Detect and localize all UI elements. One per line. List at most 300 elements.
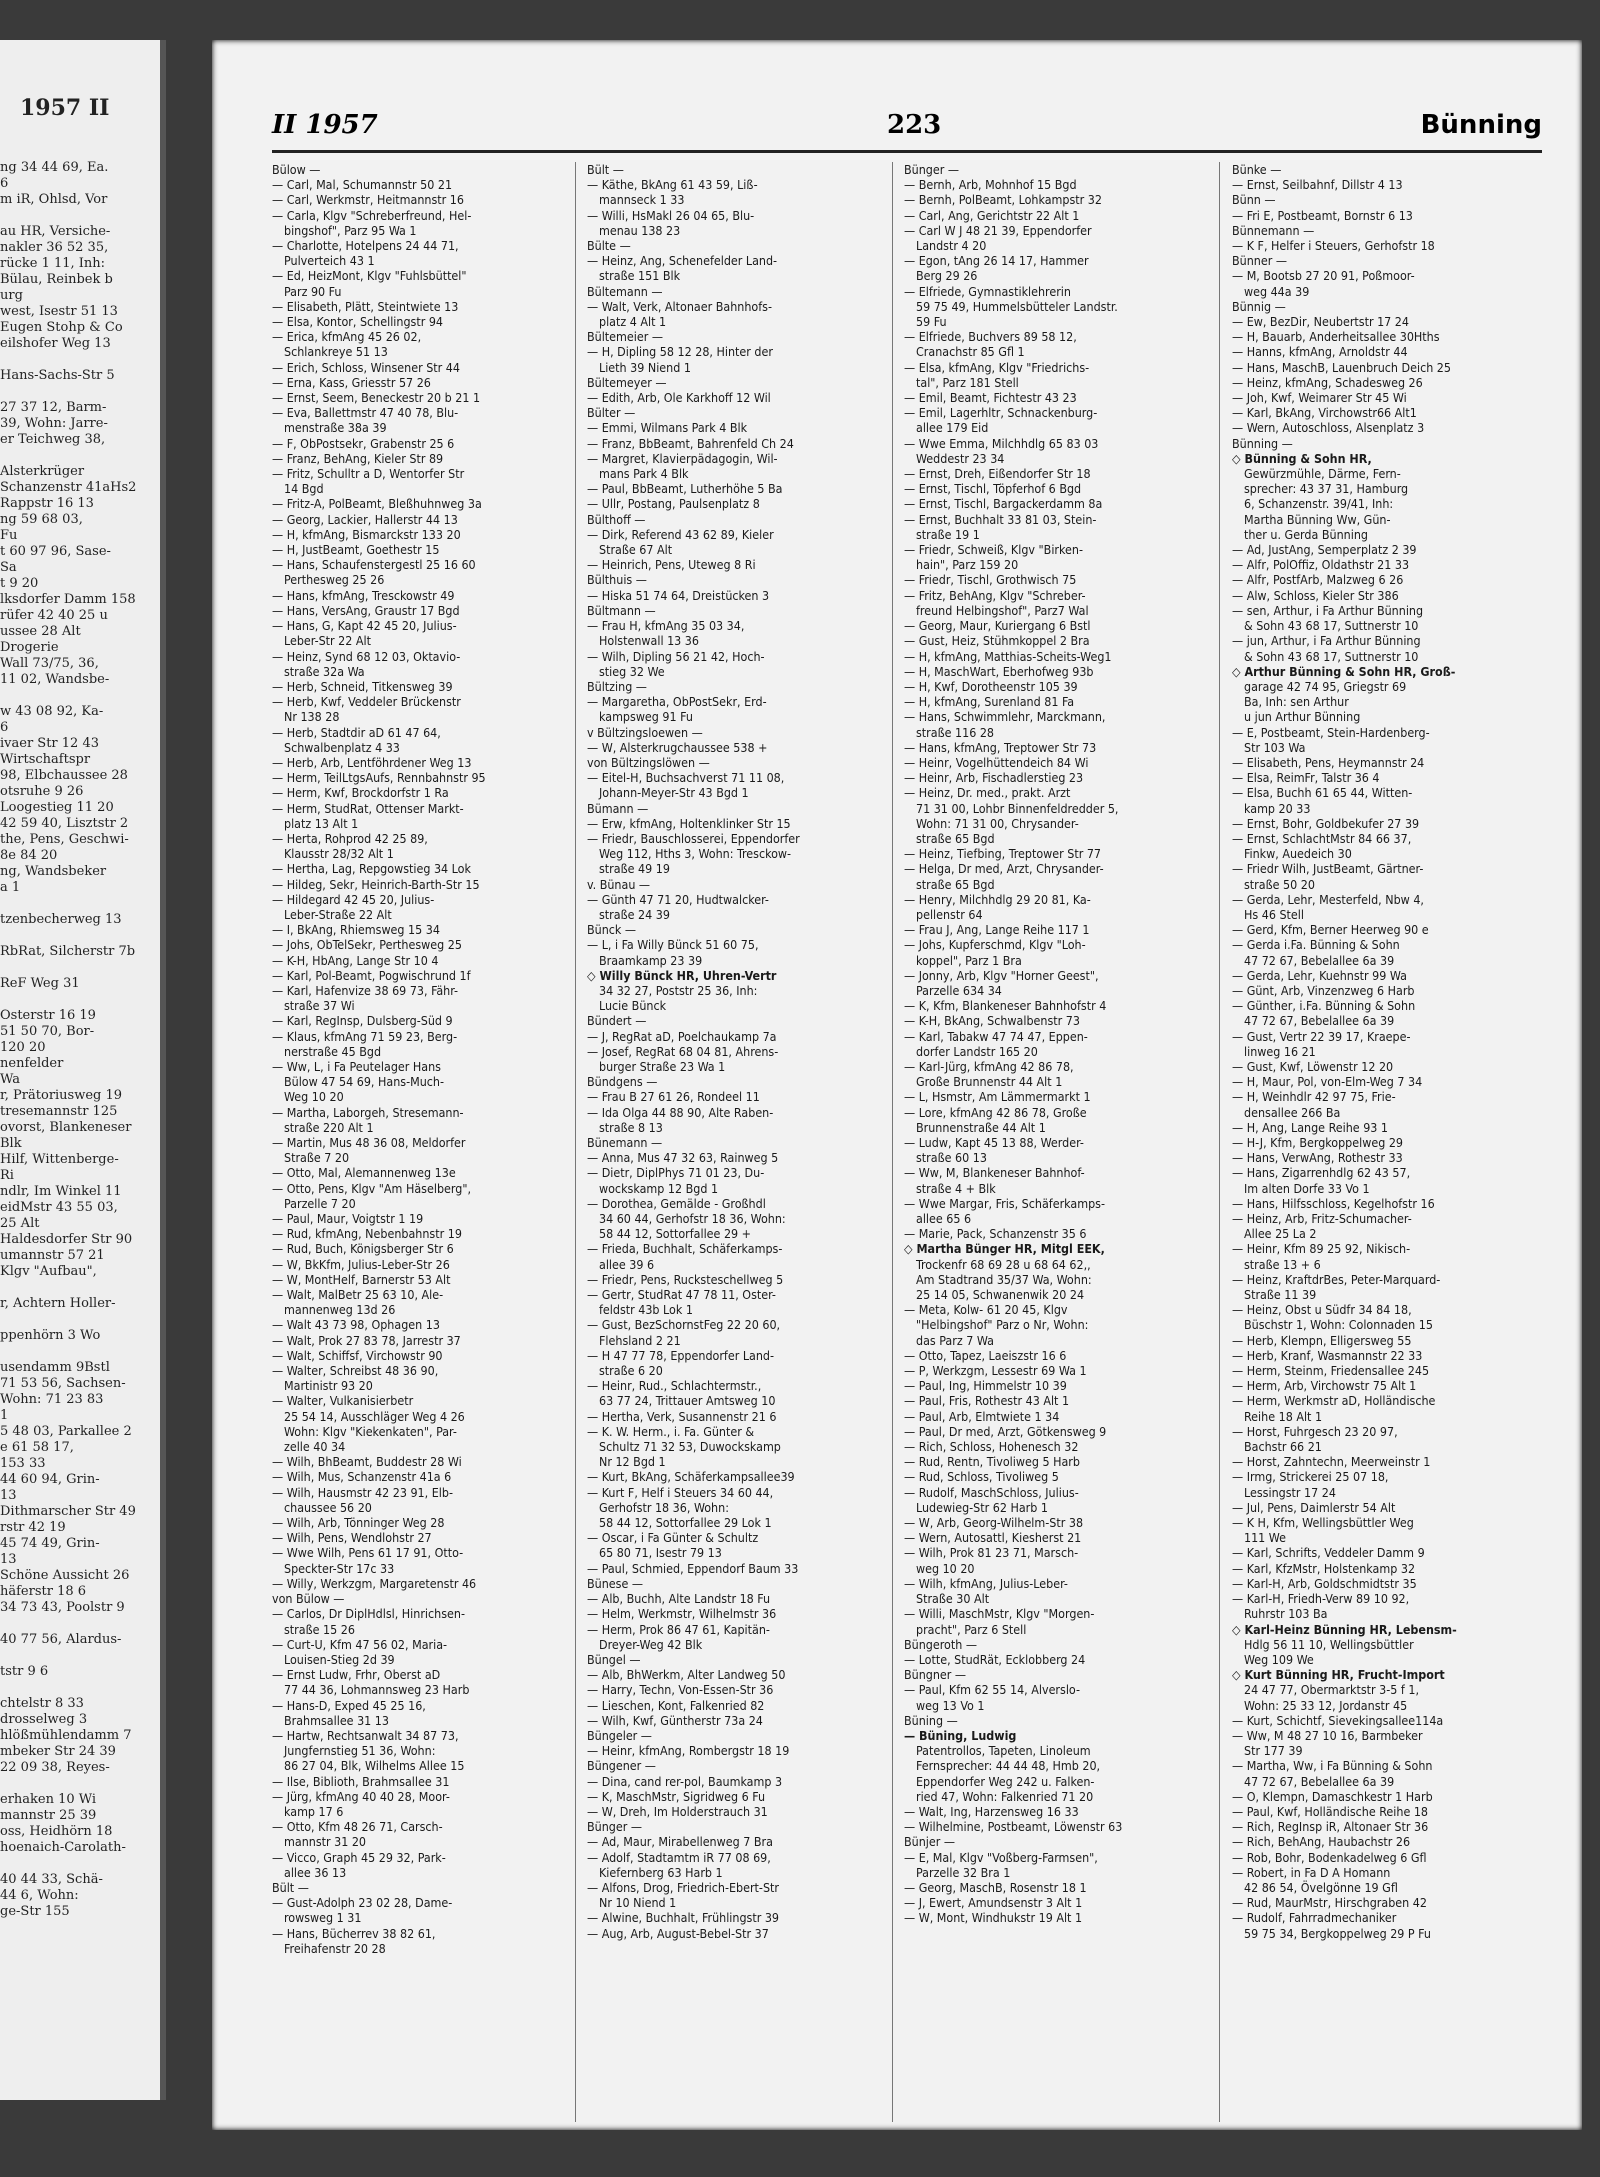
directory-entry: — Gust, Vertr 22 39 17, Kraepe- [1232,1028,1411,1044]
directory-entry: — Gerd, Kfm, Berner Heerweg 90 e [1232,922,1429,938]
directory-entry: — Bernh, PolBeamt, Lohkampstr 32 [904,192,1102,208]
left-page-line: Blk [0,1136,22,1151]
directory-entry: — Herm, Prok 86 47 61, Kapitän- [587,1621,770,1637]
directory-entry: — Wilh, Hausmstr 42 23 91, Elb- [272,1484,453,1500]
directory-entry: — Wilh, kfmAng, Julius-Leber- [904,1575,1068,1591]
directory-entry: — Gerda, Lehr, Mesterfeld, Nbw 4, [1232,891,1424,907]
directory-entry: — Herb, Kranf, Wasmannstr 22 33 [1232,1347,1423,1363]
directory-entry: — J, Ewert, Amundsenstr 3 Alt 1 [904,1895,1083,1911]
directory-entry: & Sohn 43 68 17, Suttnerstr 10 [1244,648,1419,664]
directory-entry: — Elsa, Kontor, Schellingstr 94 [272,314,444,330]
directory-entry: — H, Bauarb, Anderheitsallee 30Hths [1232,329,1440,345]
directory-entry: straße 24 39 [599,906,670,922]
directory-entry: — Karl, KfzMstr, Holstenkamp 32 [1232,1560,1416,1576]
directory-column-2 [587,162,877,2122]
directory-entry: mans Park 4 Blk [599,466,689,482]
directory-entry: — Hans, VerwAng, Rothestr 33 [1232,1150,1403,1166]
directory-entry: Berg 29 26 [916,268,978,284]
directory-entry: — Alfons, Drog, Friedrich-Ebert-Str [587,1879,779,1895]
left-page-line: 1 [0,1408,9,1423]
directory-entry: — Dirk, Referend 43 62 89, Kieler [587,526,774,542]
directory-entry: — H, kfmAng, Surenland 81 Fa [904,694,1075,710]
directory-entry: allee 39 6 [599,1256,655,1272]
left-page-line: erhaken 10 Wi [0,1792,97,1807]
directory-entry: — Franz, BehAng, Kieler Str 89 [272,450,444,466]
directory-entry: — Erna, Kass, Griesstr 57 26 [272,374,431,390]
directory-entry: — Emmi, Wilmans Park 4 Blk [587,420,748,436]
left-page-line [0,1648,160,1664]
directory-entry: Eppendorfer Weg 242 u. Falken- [916,1773,1095,1789]
directory-entry: — H, JustBeamt, Goethestr 15 [272,542,440,558]
directory-entry: feldstr 43b Lok 1 [599,1302,693,1318]
directory-entry: 59 75 34, Bergkoppelweg 29 P Fu [1244,1925,1431,1941]
left-page-line: urg [0,288,23,303]
directory-entry: — Ew, BezDir, Neubertstr 17 24 [1232,314,1409,330]
directory-entry: — H 47 77 78, Eppendorfer Land- [587,1347,775,1363]
surname-heading: Bünning — [1232,435,1293,451]
directory-entry: — Horst, Fuhrgesch 23 20 97, [1232,1423,1398,1439]
surname-heading: Bünke — [1232,162,1282,177]
surname-heading: Bülow — [272,162,321,177]
left-page-line: Wohn: 71 23 83 [0,1392,104,1407]
directory-entry: — L, Hsmstr, Am Lämmermarkt 1 [904,1089,1091,1105]
surname-heading: Bünner — [1232,253,1287,269]
directory-entry: — Günther, i.Fa. Bünning & Sohn [1232,998,1416,1014]
surname-heading: v. Bünau — [587,876,651,892]
surname-heading: Büngner — [904,1667,967,1683]
directory-entry: — Günth 47 71 20, Hudtwalcker- [587,891,769,907]
directory-entry: freund Helbingshof", Parz7 Wal [916,602,1089,618]
directory-entry: — Gust, Heiz, Stühmkoppel 2 Bra [904,633,1090,649]
directory-entry: Wohn: 25 33 12, Jordanstr 45 [1244,1697,1408,1713]
directory-entry: weg 13 Vo 1 [916,1697,985,1713]
directory-entry: — Emil, Lagerhltr, Schnackenburg- [904,405,1098,421]
surname-heading: Büngeler — [587,1727,652,1743]
directory-entry: Schlankreye 51 13 [284,344,388,360]
directory-entry: 25 54 14, Ausschläger Weg 4 26 [284,1408,465,1424]
left-page-line: rüfer 42 40 25 u [0,608,108,623]
surname-heading: Büngel — [587,1651,641,1667]
directory-entry: — Friedr Wilh, JustBeamt, Gärtner- [1232,861,1424,877]
directory-entry: — Lieschen, Kont, Falkenried 82 [587,1697,765,1713]
surname-heading: Bült — [272,1879,309,1895]
directory-entry: Kiefernberg 63 Harb 1 [599,1864,723,1880]
left-page-line: Hilf, Wittenberge- [0,1152,119,1167]
directory-entry: — Willi, HsMakl 26 04 65, Blu- [587,207,755,223]
directory-entry: nerstraße 45 Bgd [284,1043,382,1059]
directory-entry: 65 80 71, Isestr 79 13 [599,1545,722,1561]
directory-entry: — Hans, G, Kapt 42 45 20, Julius- [272,618,457,634]
left-page-line: 40 77 56, Alardus- [0,1632,122,1647]
left-page-line: 40 44 33, Schä- [0,1872,103,1887]
directory-entry: Leber-Str 22 Alt [284,633,371,649]
directory-entry: Reihe 18 Alt 1 [1244,1408,1323,1424]
directory-entry: — Herm, TeilLtgsAufs, Rennbahnstr 95 [272,770,486,786]
directory-entry: — Henry, Milchhdlg 29 20 81, Ka- [904,891,1091,907]
left-page-line: Klgv "Aufbau", [0,1264,97,1279]
directory-entry: — O, Klempn, Damaschkestr 1 Harb [1232,1788,1433,1804]
directory-entry: straße 15 26 [284,1621,355,1637]
left-page-line: Wirtschaftspr [0,752,91,767]
directory-entry: — Margaretha, ObPostSekr, Erd- [587,694,767,710]
directory-entry: — Paul, Dr med, Arzt, Götkensweg 9 [904,1423,1107,1439]
directory-entry: — Klaus, kfmAng 71 59 23, Berg- [272,1028,458,1044]
left-page-line: tstr 9 6 [0,1664,49,1679]
directory-entry: — Otto, Tapez, Laeiszstr 16 6 [904,1347,1067,1363]
left-page-line: 45 74 49, Grin- [0,1536,100,1551]
directory-entry: Patentrollos, Tapeten, Linoleum [916,1743,1091,1759]
directory-entry: — Hans, Bücherrev 38 82 61, [272,1925,436,1941]
directory-entry: — sen, Arthur, i Fa Arthur Bünning [1232,602,1424,618]
directory-entry: ◇ Karl-Heinz Bünning HR, Lebensm- [1232,1621,1457,1637]
directory-entry: platz 13 Alt 1 [284,815,359,831]
left-page-line: Schanzenstr 41aHs2 [0,480,137,495]
left-page-line: 98, Elbchaussee 28 [0,768,128,783]
directory-entry: — Curt-U, Kfm 47 56 02, Maria- [272,1636,448,1652]
directory-entry: & Sohn 43 68 17, Suttnerstr 10 [1244,618,1419,634]
surname-heading: Bültmann — [587,602,656,618]
surname-heading: Bültemeier — [587,329,663,345]
left-page-line [0,448,160,464]
directory-entry: — Franz, BbBeamt, Bahrenfeld Ch 24 [587,435,794,451]
directory-entry: 86 27 04, Blk, Wilhelms Allee 15 [284,1758,465,1774]
left-page-line [0,384,160,400]
directory-entry: — Irmg, Strickerei 25 07 18, [1232,1469,1389,1485]
directory-entry: 24 47 77, Obermarktstr 3-5 f 1, [1244,1682,1419,1698]
directory-entry: — K, Kfm, Blankeneser Bahnhofstr 4 [904,998,1107,1014]
directory-entry: Allee 25 La 2 [1244,1226,1317,1242]
left-page-line: west, Isestr 51 13 [0,304,118,319]
directory-entry: Straße 11 39 [1244,1287,1317,1303]
directory-entry: — P, Werkzgm, Lessestr 69 Wa 1 [904,1363,1087,1379]
directory-entry: — Paul, Schmied, Eppendorf Baum 33 [587,1560,799,1576]
directory-entry: allee 179 Eid [916,420,989,436]
page-header-keyword: Bünning [1420,110,1542,140]
directory-entry: — Frau J, Ang, Lange Reihe 117 1 [904,922,1090,938]
surname-heading: Bünnemann — [1232,222,1315,238]
directory-entry: "Helbingshof" Parz o Nr, Wohn: [916,1317,1089,1333]
directory-entry: mannseck 1 33 [599,192,685,208]
left-page-line [0,1776,160,1792]
directory-entry: — Hildeg, Sekr, Heinrich-Barth-Str 15 [272,876,480,892]
directory-entry: — W, Arb, Georg-Wilhelm-Str 38 [904,1515,1084,1531]
directory-entry: — Rob, Bohr, Bodenkadelweg 6 Gfl [1232,1849,1427,1865]
directory-entry: — Rud, Buch, Königsberger Str 6 [272,1241,454,1257]
directory-entry: menstraße 38a 39 [284,420,387,436]
directory-entry: densallee 266 Ba [1244,1104,1341,1120]
directory-entry: Schwalbenplatz 4 33 [284,739,400,755]
directory-entry: — Friedr, Bauschlosserei, Eppendorfer [587,830,800,846]
directory-entry: ◇ Bünning & Sohn HR, [1232,450,1372,466]
directory-entry: — Charlotte, Hotelpens 24 44 71, [272,238,459,254]
directory-entry: — Otto, Pens, Klgv "Am Häselberg", [272,1180,471,1196]
directory-entry: — Carl, Ang, Gerichtstr 22 Alt 1 [904,207,1080,223]
directory-entry: — Alwine, Buchhalt, Frühlingstr 39 [587,1910,780,1926]
directory-entry: — Adolf, Stadtamtm iR 77 08 69, [587,1849,771,1865]
directory-entry: — Erica, kfmAng 45 26 02, [272,329,422,345]
directory-entry: — Otto, Kfm 48 26 71, Carsch- [272,1819,443,1835]
directory-entry: Holstenwall 13 36 [599,633,699,649]
directory-entry: — K-H, HbAng, Lange Str 10 4 [272,952,439,968]
directory-entry: — Otto, Mal, Alemannenweg 13e [272,1165,456,1181]
left-page-line: 13 [0,1488,17,1503]
directory-entry: — Karl, BkAng, Virchowstr66 Alt1 [1232,405,1417,421]
directory-entry: — Ilse, Biblioth, Brahmsallee 31 [272,1773,450,1789]
directory-entry: — H, kfmAng, Matthias-Scheits-Weg1 [904,648,1112,664]
directory-entry: — Hans, kfmAng, Tresckowstr 49 [272,587,455,603]
directory-entry: — Lotte, StudRät, Ecklobberg 24 [904,1651,1086,1667]
directory-entry: — Emil, Beamt, Fichtestr 43 23 [904,390,1077,406]
directory-entry: Perthesweg 25 26 [284,572,385,588]
left-page-line: 27 37 12, Barm- [0,400,107,415]
directory-entry: — Alfr, PolOffiz, Oldathstr 21 33 [1232,557,1410,573]
directory-entry: — Herb, Stadtdir aD 61 47 64, [272,724,441,740]
directory-entry: — Ww, L, i Fa Peutelager Hans [272,1058,441,1074]
surname-heading: Büngeroth — [904,1636,977,1652]
left-page-line: Loogestieg 11 20 [0,800,114,815]
directory-entry: — Rud, MaurMstr, Hirschgraben 42 [1232,1895,1427,1911]
directory-entry: — Heinr, Vogelhüttendeich 84 Wi [904,754,1089,770]
directory-entry: straße 60 13 [916,1150,987,1166]
left-page-line: ng, Wandsbeker [0,864,107,879]
directory-entry: straße 13 + 6 [1244,1256,1321,1272]
directory-entry: 14 Bgd [284,481,324,497]
directory-entry: Martha Bünning Ww, Gün- [1244,511,1391,527]
directory-entry: — Karl-H, Arb, Goldschmidtstr 35 [1232,1575,1417,1591]
directory-entry: Straße 7 20 [284,1150,350,1166]
directory-entry: Klausstr 28/32 Alt 1 [284,846,394,862]
directory-entry: Ruhrstr 103 Ba [1244,1606,1328,1622]
directory-entry: — Ida Olga 44 88 90, Alte Raben- [587,1104,774,1120]
left-page-line: Fu [0,528,18,543]
left-page-line [0,928,160,944]
directory-entry: u jun Arthur Bünning [1244,709,1361,725]
directory-entry: — Ad, JustAng, Semperplatz 2 39 [1232,542,1417,558]
directory-entry: — K. W. Herm., i. Fa. Günter & [587,1423,755,1439]
directory-entry: Gewürzmühle, Därme, Fern- [1244,466,1401,482]
directory-entry: — Josef, RegRat 68 04 81, Ahrens- [587,1043,779,1059]
directory-entry: Lessingstr 17 24 [1244,1484,1336,1500]
directory-entry: — Günt, Arb, Vinzenzweg 6 Harb [1232,982,1415,998]
left-page-line: Schöne Aussicht 26 [0,1568,130,1583]
directory-entry: — Marie, Pack, Schanzenstr 35 6 [904,1226,1087,1242]
directory-entry: — Rich, BehAng, Haubachstr 26 [1232,1834,1411,1850]
directory-entry: — Heinz, Obst u Südfr 34 84 18, [1232,1302,1412,1318]
directory-entry: — Wilh, Prok 81 23 71, Marsch- [904,1545,1079,1561]
directory-entry: — H, MaschWart, Eberhofweg 93b [904,663,1094,679]
directory-entry: Gerhofstr 18 36, Wohn: [599,1499,729,1515]
directory-entry: 6, Schanzenstr. 39/41, Inh: [1244,496,1394,512]
directory-entry: — Elfriede, Gymnastiklehrerin [904,283,1071,299]
directory-entry: Pulverteich 43 1 [284,253,375,269]
directory-entry: — Heinz, Arb, Fritz-Schumacher- [1232,1211,1412,1227]
directory-entry: — Paul, Kwf, Holländische Reihe 18 [1232,1803,1429,1819]
left-page-line: t 9 20 [0,576,39,591]
directory-entry: — Heinr, Kfm 89 25 92, Nikisch- [1232,1241,1411,1257]
directory-entry: — Alb, BhWerkm, Alter Landweg 50 [587,1667,786,1683]
directory-entry: Büschstr 1, Wohn: Colonnaden 15 [1244,1317,1433,1333]
directory-entry: — Hildegard 42 45 20, Julius- [272,891,435,907]
directory-entry: straße 32a Wa [284,663,365,679]
directory-entry: — M, Bootsb 27 20 91, Poßmoor- [1232,268,1415,284]
directory-entry: — Fritz-A, PolBeamt, Bleßhuhnweg 3a [272,496,482,512]
left-page-line: 25 Alt [0,1216,40,1231]
directory-entry: — Heinz, kfmAng, Schadesweg 26 [1232,374,1423,390]
directory-entry: — W, MontHelf, Barnerstr 53 Alt [272,1271,451,1287]
left-page-line: eidMstr 43 55 03, [0,1200,118,1215]
directory-entry: tal", Parz 181 Stell [916,374,1019,390]
directory-entry: — Walter, Vulkanisierbetr [272,1393,414,1409]
surname-heading: Bünn — [1232,192,1276,208]
left-page-line: ussee 28 Alt [0,624,81,639]
directory-entry: — Martha, Ww, i Fa Bünning & Sohn [1232,1758,1433,1774]
left-page-line: 120 20 [0,1040,46,1055]
directory-entry: 111 We [1244,1530,1286,1546]
directory-entry: — I, BkAng, Rhiemsweg 15 34 [272,922,440,938]
left-page-line: ReF Weg 31 [0,976,80,991]
directory-entry: — Karl-Jürg, kfmAng 42 86 78, [904,1058,1074,1074]
directory-entry: straße 6 20 [599,1363,663,1379]
directory-entry: Nr 10 Niend 1 [599,1895,677,1911]
directory-entry: — Elsa, Buchh 61 65 44, Witten- [1232,785,1413,801]
directory-entry: allee 36 13 [284,1864,347,1880]
directory-entry: — Friedr, Pens, Rucksteschellweg 5 [587,1271,784,1287]
directory-entry: — H, Dipling 58 12 28, Hinter der [587,344,773,360]
left-page-line: 71 53 56, Sachsen- [0,1376,126,1391]
directory-entry: Große Brunnenstr 44 Alt 1 [916,1074,1063,1090]
directory-entry: Fernsprecher: 44 44 48, Hmb 20, [916,1758,1101,1774]
surname-heading: Bült — [587,162,624,177]
directory-entry: Schultz 71 32 53, Duwockskamp [599,1439,781,1455]
directory-entry: — Elsa, ReimFr, Talstr 36 4 [1232,770,1380,786]
directory-entry: Braamkamp 23 39 [599,952,703,968]
directory-entry: Str 177 39 [1244,1743,1303,1759]
directory-column-3 [904,162,1204,2122]
directory-entry: allee 65 6 [916,1211,972,1227]
left-page-line: au HR, Versiche- [0,224,111,239]
directory-entry: Louisen-Stieg 2d 39 [284,1651,395,1667]
directory-entry: — Dina, cand rer-pol, Baumkamp 3 [587,1773,783,1789]
directory-entry: — Ernst, Tischl, Bargackerdamm 8a [904,496,1103,512]
directory-entry: — Georg, Lackier, Hallerstr 44 13 [272,511,458,527]
directory-entry: — Elisabeth, Plätt, Steintwiete 13 [272,298,459,314]
directory-entry: — Wilh, Pens, Wendlohstr 27 [272,1530,432,1546]
directory-entry: — Heinz, Ang, Schenefelder Land- [587,253,778,269]
directory-entry: — Walt 43 73 98, Ophagen 13 [272,1317,440,1333]
left-page-line: nenfelder [0,1056,64,1071]
left-page-line: tzenbecherweg 13 [0,912,122,927]
left-page-line: lksdorfer Damm 158 [0,592,136,607]
directory-entry: straße 49 19 [599,861,670,877]
surname-heading: Bültzing — [587,678,647,694]
surname-heading: Bülthoff — [587,511,646,527]
directory-entry: — Johs, Kupferschmd, Klgv "Loh- [904,937,1086,953]
left-page-line: Ri [0,1168,14,1183]
left-page-line [0,960,160,976]
directory-entry: — Hans, Zigarrenhdlg 62 43 57, [1232,1165,1411,1181]
directory-entry: zelle 40 34 [284,1439,346,1455]
directory-entry: — Carl W J 48 21 39, Eppendorfer [904,222,1092,238]
directory-entry: — Georg, MaschB, Rosenstr 18 1 [904,1879,1087,1895]
directory-entry: 58 44 12, Sottorfallee 29 Lok 1 [599,1515,772,1531]
directory-entry: — Rudolf, MaschSchloss, Julius- [904,1484,1079,1500]
directory-entry: — Büning, Ludwig [904,1727,1017,1743]
directory-entry: Jungfernstieg 51 36, Wohn: [284,1743,436,1759]
directory-entry: — Ernst, Tischl, Töpferhof 6 Bgd [904,481,1082,497]
directory-entry: — Ernst, Seem, Beneckestr 20 b 21 1 [272,390,481,406]
directory-entry: — H, Weinhdlr 42 97 75, Frie- [1232,1089,1396,1105]
left-page-line: e 61 58 17, [0,1440,74,1455]
directory-entry: — Paul, Maur, Voigtstr 1 19 [272,1211,424,1227]
directory-entry: — Rud, Rentn, Tivoliweg 5 Harb [904,1454,1080,1470]
directory-entry: menau 138 23 [599,222,681,238]
surname-heading: Bünnig — [1232,298,1286,314]
directory-entry: — Oscar, i Fa Günter & Schultz [587,1530,759,1546]
directory-entry: — Ernst, Seilbahnf, Dillstr 4 13 [1232,177,1403,193]
page-header [272,110,1542,150]
directory-entry: Ludewieg-Str 62 Harb 1 [916,1499,1048,1515]
directory-entry: Am Stadtrand 35/37 Wa, Wohn: [916,1271,1092,1287]
directory-entry: — Elfriede, Buchvers 89 58 12, [904,329,1077,345]
directory-entry: Speckter-Str 17c 33 [284,1560,395,1576]
directory-entry: — Paul, Fris, Rothestr 43 Alt 1 [904,1393,1070,1409]
directory-entry: — Karl, RegInsp, Dulsberg-Süd 9 [272,1013,453,1029]
directory-entry: — Eva, Ballettmstr 47 40 78, Blu- [272,405,459,421]
directory-entry: Parzelle 7 20 [284,1195,356,1211]
left-page-line: drosselweg 3 [0,1712,88,1727]
left-page-line: 5 48 03, Parkallee 2 [0,1424,132,1439]
left-page-line: 153 33 [0,1456,46,1471]
directory-entry: — Erw, kfmAng, Holtenklinker Str 15 [587,815,791,831]
directory-entry: — Eitel-H, Buchsachverst 71 11 08, [587,770,785,786]
directory-entry: — K, MaschMstr, Sigridweg 6 Fu [587,1788,766,1804]
directory-entry: Hdlg 56 11 10, Wellingsbüttler [1244,1636,1414,1652]
left-page-line: Osterstr 16 19 [0,1008,96,1023]
directory-entry: — Jürg, kfmAng 40 40 28, Moor- [272,1788,450,1804]
directory-entry: — Ed, HeizMont, Klgv "Fuhlsbüttel" [272,268,467,284]
directory-entry: — Hiska 51 74 64, Dreistücken 3 [587,587,770,603]
directory-entry: — K-H, BkAng, Schwalbenstr 73 [904,1013,1080,1029]
directory-entry: — Kurt, Schichtf, Sievekingsallee114a [1232,1712,1444,1728]
directory-entry: — Herb, Schneid, Titkensweg 39 [272,678,453,694]
left-page-line [0,1856,160,1872]
left-page-line: Dithmarscher Str 49 [0,1504,136,1519]
directory-entry: — Georg, Maur, Kuriergang 6 Bstl [904,618,1091,634]
directory-entry: — Vicco, Graph 45 29 32, Park- [272,1849,446,1865]
left-page-line: 51 50 70, Bor- [0,1024,95,1039]
directory-entry: linweg 16 21 [1244,1043,1316,1059]
directory-entry: 71 31 00, Lohbr Binnenfeldredder 5, [916,800,1119,816]
surname-heading: von Bültzingslöwen — [587,754,710,770]
directory-entry: platz 4 Alt 1 [599,314,667,330]
directory-entry: Freihafenstr 20 28 [284,1940,386,1956]
directory-entry: — Gerda, Lehr, Kuehnstr 99 Wa [1232,967,1407,983]
directory-entry: — Ernst, Buchhalt 33 81 03, Stein- [904,511,1097,527]
directory-entry: mannenweg 13d 26 [284,1302,396,1318]
directory-entry: — Frau H, kfmAng 35 03 34, [587,618,745,634]
directory-columns [272,162,1542,2122]
directory-entry: Bachstr 66 21 [1244,1439,1322,1455]
left-page-line: 39, Wohn: Jarre- [0,416,108,431]
directory-entry: — W, Mont, Windhukstr 19 Alt 1 [904,1910,1083,1926]
directory-entry: — Margret, Klavierpädagogin, Wil- [587,450,778,466]
directory-entry: Finkw, Auedeich 30 [1244,846,1352,862]
left-page-line: Sa [0,560,17,575]
surname-heading: Bündgens — [587,1074,658,1090]
left-page-line: Eugen Stohp & Co [0,320,123,335]
header-rule [272,150,1542,153]
directory-entry: — Herb, Klempn, Elligersweg 55 [1232,1332,1412,1348]
